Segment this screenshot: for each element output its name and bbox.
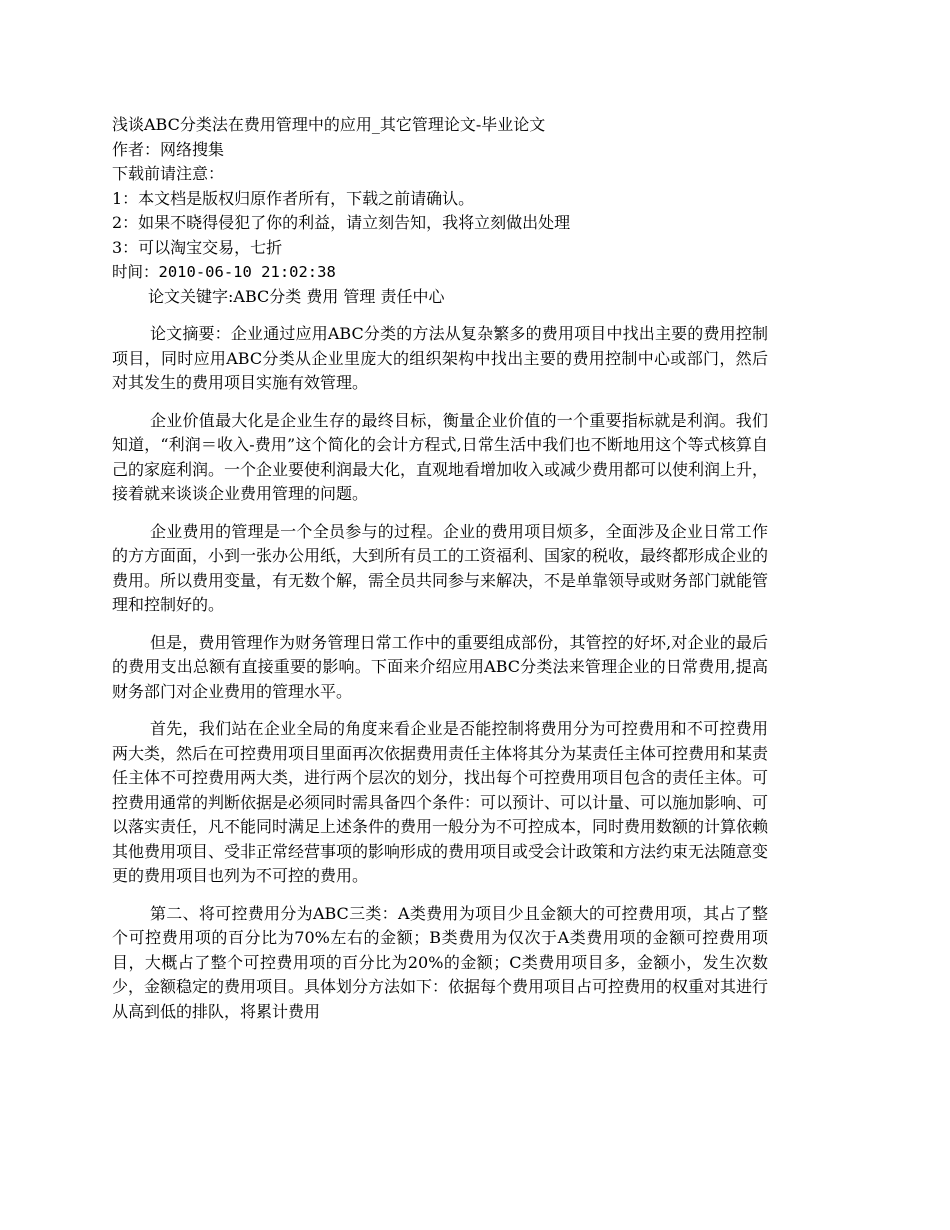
- author-line: 作者：网络搜集: [112, 139, 225, 159]
- body-paragraph: 首先，我们站在企业全局的角度来看企业是否能控制将费用分为可控费用和不可控费用两大类，然后在可控费用项目里面再次依据费用责任主体将其分为某责任主体可控费用和某责任主体不可控费用两大类，进行两个层次的划分，找出每个可控费用项目包含的责任主体。可控费用通常的判断依据是必须同时需具备四个条件：可以预计、可以计量、可以施加影响、可以落实责任，凡不能同时满足上述条件的费用一般分为不可控成本，同时费用数额的计算依赖其他费用项目、受非正常经营事项的影响形成的费用项目或受会计政策和方法约束无法随意变更的费用项目也列为不可控的费用。: [112, 719, 769, 885]
- body-paragraph: 企业费用的管理是一个全员参与的过程。企业的费用项目烦多，全面涉及企业日常工作的方方面面，小到一张办公用纸，大到所有员工的工资福利、国家的税收，最终都形成企业的费用。所以费用变量，有无数个解，需全员共同参与来解决，不是单靠领导或财务部门就能管理和控制好的。: [112, 521, 769, 614]
- abstract-paragraph: 论文摘要：企业通过应用ABC分类的方法从复杂繁多的费用项目中找出主要的费用控制项目，同时应用ABC分类从企业里庞大的组织架构中找出主要的费用控制中心或部门，然后对其发生的费用项目实施有效管理。: [112, 324, 768, 392]
- body-paragraph: 第二、将可控费用分为ABC三类：A类费用为项目少且金额大的可控费用项，其占了整个可控费用项的百分比为70%左右的金额；B类费用为仅次于A类费用项的金额可控费用项目，大概占了整个可控费用项的百分比为20%的金额；C类费用项目多，金额小，发生次数少，金额稳定的费用项目。具体划分方法如下：依据每个费用项目占可控费用的权重对其进行从高到低的排队，将累计费用: [112, 903, 769, 1021]
- body-paragraph: 但是，费用管理作为财务管理日常工作中的重要组成部份，其管控的好坏,对企业的最后的费用支出总额有直接重要的影响。下面来介绍应用ABC分类法来管理企业的日常费用,提高财务部门对企业费用的管理水平。: [112, 632, 768, 701]
- document-page: [112, 113, 768, 1024]
- notice-item-2: 2：如果不晓得侵犯了你的利益，请立刻告知，我将立刻做出处理: [112, 213, 571, 232]
- timestamp-line: 时间：2010-06-10 21:02:38: [112, 263, 336, 281]
- keywords-line: 论文关键字:ABC分类 费用 管理 责任中心: [148, 286, 445, 306]
- notice-item-1: 1：本文档是版权归原作者所有，下载之前请确认。: [112, 188, 475, 208]
- body-paragraph: 企业价值最大化是企业生存的最终目标，衡量企业价值的一个重要指标就是利润。我们知道，“利润＝收入-费用”这个简化的会计方程式,日常生活中我们也不断地用这个等式核算自己的家庭利润。一个企业要使利润最大化，直观地看增加收入或减少费用都可以使利润上升，接着就来谈谈企业费用管理的问题。: [112, 410, 769, 503]
- document-title: 浅谈ABC分类法在费用管理中的应用_其它管理论文-毕业论文: [112, 115, 546, 134]
- notice-heading: 下载前请注意：: [112, 164, 225, 183]
- notice-item-3: 3：可以淘宝交易，七折: [112, 237, 283, 257]
